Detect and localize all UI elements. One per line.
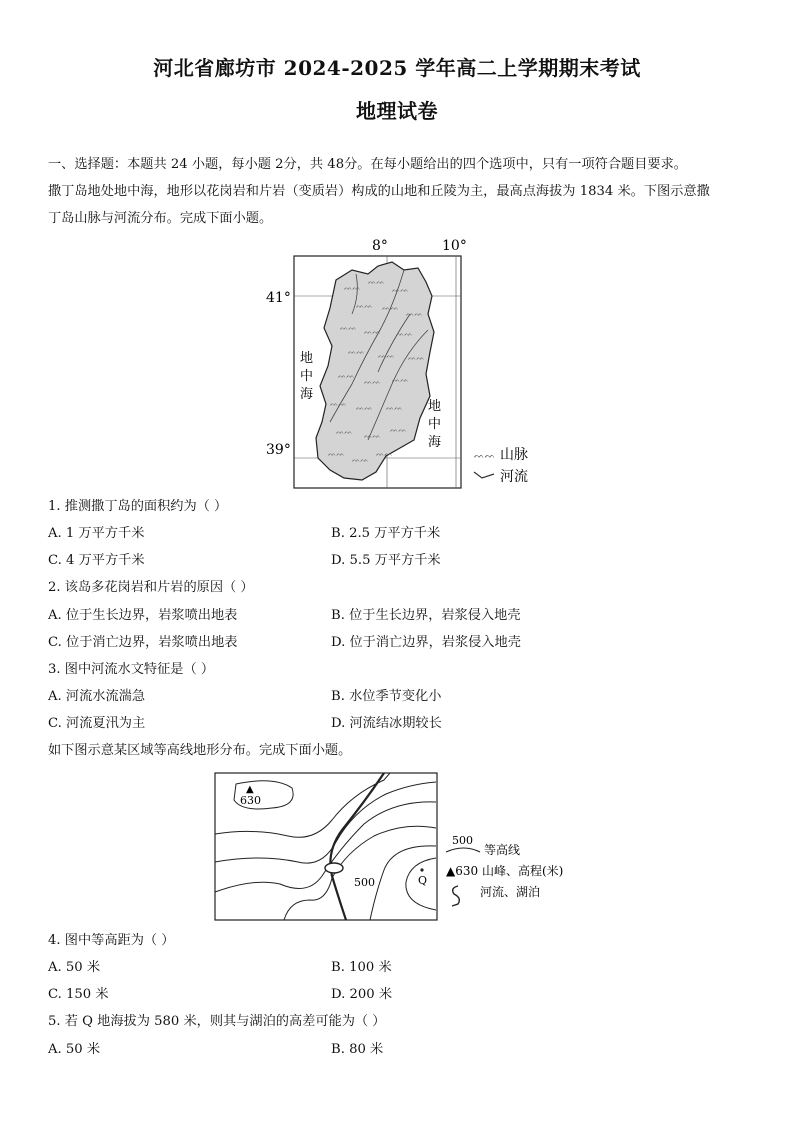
question-4-option-c: C. 150 米 bbox=[48, 987, 109, 1002]
west-sea-label-2: 中 bbox=[300, 369, 314, 384]
svg-text:ᨓᨓ: ᨓᨓ bbox=[406, 310, 423, 318]
lat-label-41: 41° bbox=[266, 290, 291, 306]
question-3-option-d: D. 河流结冰期较长 bbox=[331, 716, 442, 731]
legend-river-lake-label: 河流、湖泊 bbox=[480, 885, 541, 899]
question-5-option-b: B. 80 米 bbox=[331, 1042, 384, 1057]
question-2-stem: 2. 该岛多花岗岩和片岩的原因（ ） bbox=[48, 580, 254, 595]
question-2-option-b: B. 位于生长边界，岩浆侵入地壳 bbox=[331, 608, 521, 623]
east-sea-label-1: 地 bbox=[428, 399, 442, 414]
passage-1-line-1: 撒丁岛地处地中海，地形以花岗岩和片岩（变质岩）构成的山地和丘陵为主，最高点海拔为 1834 米。下图示意撒 bbox=[48, 184, 710, 199]
svg-text:ᨓᨓ: ᨓᨓ bbox=[386, 404, 403, 412]
question-4-option-a: A. 50 米 bbox=[48, 960, 101, 975]
legend-contour-icon bbox=[446, 848, 480, 852]
svg-text:ᨓᨓ: ᨓᨓ bbox=[330, 400, 347, 408]
lake-shape bbox=[325, 863, 343, 873]
svg-text:ᨓᨓ: ᨓᨓ bbox=[392, 286, 409, 294]
question-1-option-a: A. 1 万平方千米 bbox=[48, 526, 145, 541]
west-sea-label-1: 地 bbox=[300, 351, 314, 366]
section-intro: 一、选择题：本题共 24 小题，每小题 2分，共 48分。在每小题给出的四个选项中，只有一项符合题目要求。 bbox=[48, 157, 687, 172]
question-1-option-b: B. 2.5 万平方千米 bbox=[331, 526, 441, 541]
question-1-option-d: D. 5.5 万平方千米 bbox=[331, 553, 441, 568]
lon-label-8: 8° bbox=[372, 238, 388, 254]
svg-text:ᨓᨓ: ᨓᨓ bbox=[382, 304, 399, 312]
peak-label: 630 bbox=[240, 794, 261, 807]
contour-map bbox=[214, 772, 584, 924]
svg-text:ᨓᨓ: ᨓᨓ bbox=[328, 450, 345, 458]
svg-text:ᨓᨓ: ᨓᨓ bbox=[348, 348, 365, 356]
lat-label-39: 39° bbox=[266, 442, 291, 458]
point-q-label: Q bbox=[418, 874, 428, 887]
west-sea-label-3: 海 bbox=[300, 387, 314, 402]
point-q-marker bbox=[420, 868, 423, 871]
question-5-stem: 5. 若 Q 地海拔为 580 米，则其与湖泊的高差可能为（ ） bbox=[48, 1014, 386, 1029]
question-5-option-a: A. 50 米 bbox=[48, 1042, 101, 1057]
svg-text:ᨓᨓ: ᨓᨓ bbox=[356, 404, 373, 412]
contour-label-500: 500 bbox=[354, 876, 375, 889]
east-sea-label-2: 中 bbox=[428, 417, 442, 432]
sardinia-map bbox=[260, 234, 540, 492]
legend-contour-label: 等高线 bbox=[484, 843, 521, 857]
svg-text:ᨓᨓ: ᨓᨓ bbox=[364, 378, 381, 386]
svg-text:ᨓᨓ: ᨓᨓ bbox=[390, 426, 407, 434]
svg-text:ᨓᨓ: ᨓᨓ bbox=[336, 428, 353, 436]
question-3-stem: 3. 图中河流水文特征是（ ） bbox=[48, 662, 215, 677]
svg-text:ᨓᨓ: ᨓᨓ bbox=[376, 450, 393, 458]
peak-icon: ▲ bbox=[246, 784, 254, 795]
passage-2-line-1: 如下图示意某区域等高线地形分布。完成下面小题。 bbox=[48, 743, 352, 758]
question-2-option-d: D. 位于消亡边界，岩浆侵入地壳 bbox=[331, 635, 521, 650]
legend-river-lake-icon bbox=[452, 886, 459, 906]
svg-text:ᨓᨓ: ᨓᨓ bbox=[352, 456, 369, 464]
legend-peak-label: ▲630 山峰、高程(米) bbox=[446, 864, 564, 878]
legend-contour-value: 500 bbox=[452, 834, 473, 847]
page-title: 河北省廊坊市 2024-2025 学年高二上学期期末考试 bbox=[153, 56, 641, 80]
question-2-option-c: C. 位于消亡边界，岩浆喷出地表 bbox=[48, 635, 238, 650]
page-subtitle: 地理试卷 bbox=[356, 99, 438, 123]
svg-text:ᨓᨓ: ᨓᨓ bbox=[344, 284, 361, 292]
question-3-option-c: C. 河流夏汛为主 bbox=[48, 716, 146, 731]
svg-text:ᨓᨓ: ᨓᨓ bbox=[338, 372, 355, 380]
svg-text:ᨓᨓ: ᨓᨓ bbox=[378, 352, 395, 360]
legend-mountain-label: 山脉 bbox=[500, 447, 528, 463]
question-1-option-c: C. 4 万平方千米 bbox=[48, 553, 145, 568]
svg-text:ᨓᨓ: ᨓᨓ bbox=[364, 432, 381, 440]
passage-1-line-2: 丁岛山脉与河流分布。完成下面小题。 bbox=[48, 211, 273, 226]
svg-text:ᨓᨓ: ᨓᨓ bbox=[408, 354, 425, 362]
svg-text:ᨓᨓ: ᨓᨓ bbox=[368, 278, 385, 286]
question-4-option-d: D. 200 米 bbox=[331, 987, 393, 1002]
question-3-option-a: A. 河流水流湍急 bbox=[48, 689, 146, 704]
svg-text:ᨓᨓ: ᨓᨓ bbox=[356, 302, 373, 310]
legend-river-label: 河流 bbox=[500, 469, 528, 485]
legend-river-icon bbox=[474, 472, 494, 478]
lon-label-10: 10° bbox=[442, 238, 467, 254]
question-3-option-b: B. 水位季节变化小 bbox=[331, 689, 442, 704]
question-4-option-b: B. 100 米 bbox=[331, 960, 392, 975]
svg-text:ᨓᨓ: ᨓᨓ bbox=[392, 376, 409, 384]
svg-text:ᨓᨓ: ᨓᨓ bbox=[340, 324, 357, 332]
svg-text:ᨓᨓ: ᨓᨓ bbox=[364, 328, 381, 336]
question-1-stem: 1. 推测撒丁岛的面积约为（ ） bbox=[48, 499, 228, 514]
legend-mountain-icon: ᨓᨓ bbox=[474, 451, 496, 461]
svg-text:ᨓᨓ: ᨓᨓ bbox=[396, 330, 413, 338]
east-sea-label-3: 海 bbox=[428, 435, 442, 450]
question-2-option-a: A. 位于生长边界，岩浆喷出地表 bbox=[48, 608, 238, 623]
question-4-stem: 4. 图中等高距为（ ） bbox=[48, 933, 175, 948]
